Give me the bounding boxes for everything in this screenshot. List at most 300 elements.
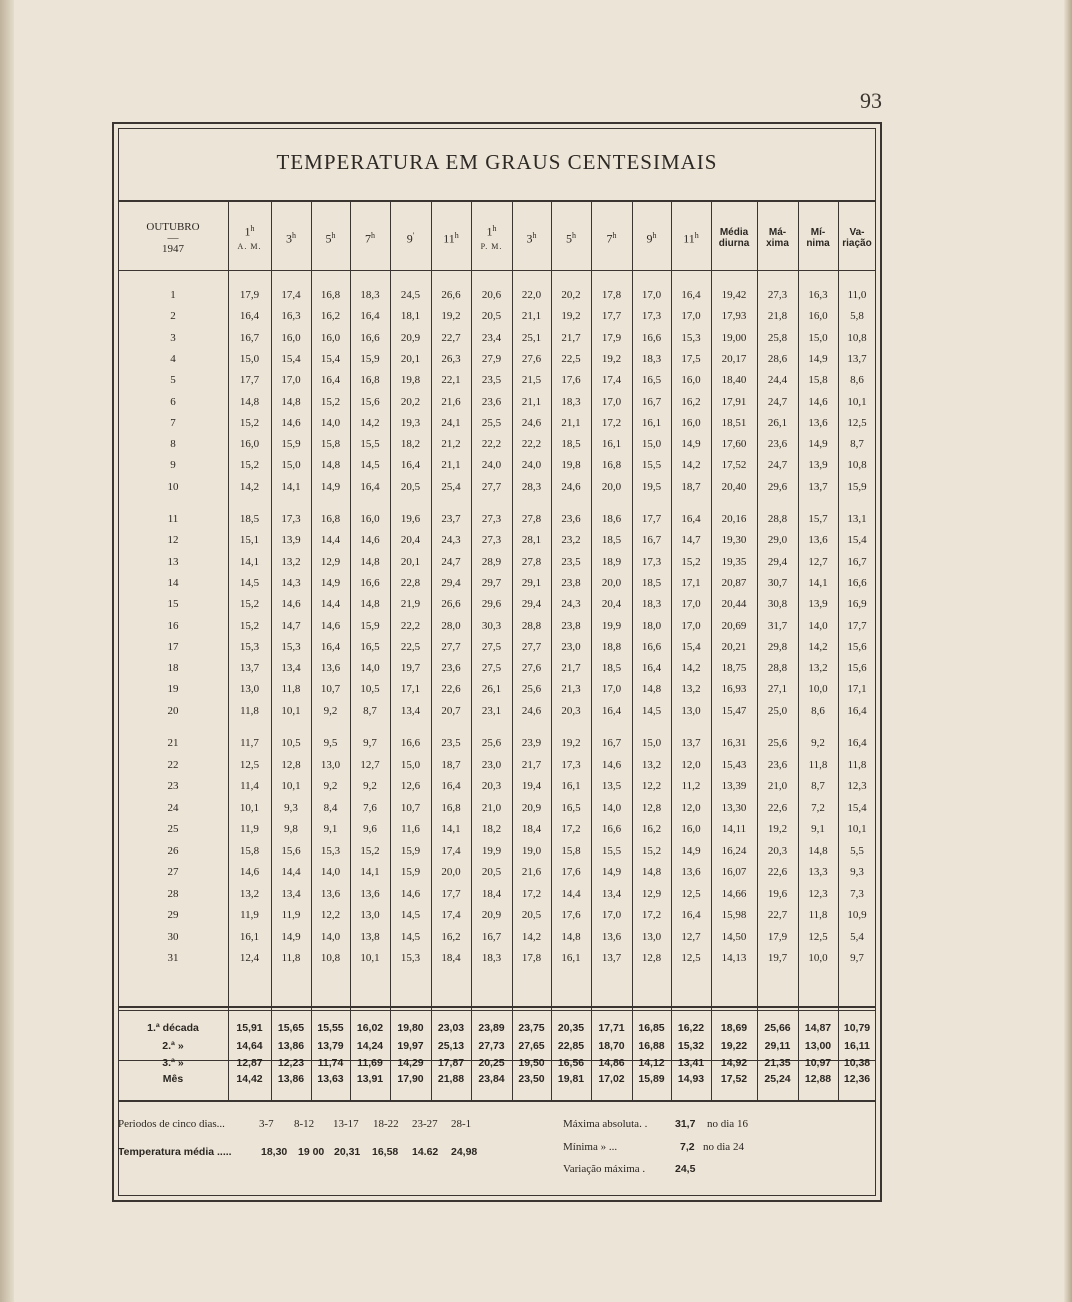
header-hour-value: 11 [443, 231, 455, 246]
table-cell: 12,0 [681, 801, 701, 814]
table-cell: 9,5 [323, 737, 338, 749]
table-cell: 14,2 [239, 480, 260, 493]
table-cell: 17,2 [641, 909, 662, 921]
table-cell: 15,47 [721, 704, 747, 717]
table-cell: 18,3 [641, 598, 662, 611]
table-row [118, 701, 876, 721]
summary-divider [118, 1006, 876, 1008]
table-cell: 17,7 [847, 619, 867, 632]
table-cell: 18,7 [681, 480, 701, 493]
header-hour-value: 3 [286, 231, 292, 246]
table-cell: 18,4 [521, 823, 542, 835]
table-cell: 20,2 [561, 289, 581, 301]
header-hour [271, 210, 311, 266]
table-cell: 23,5 [441, 737, 461, 749]
table-cell: 10,38 [843, 1057, 871, 1069]
table-cell: 15,2 [641, 844, 662, 857]
table-cell: 10,7 [400, 801, 421, 814]
table-cell: 14,8 [239, 395, 260, 408]
table-cell: 27,65 [518, 1039, 545, 1052]
table-row [118, 509, 876, 529]
table-cell: 15,6 [847, 640, 867, 653]
table-cell: 16,8 [320, 513, 341, 525]
page-right-edge [1064, 0, 1072, 1302]
table-row [118, 349, 876, 369]
row-label: 30 [167, 930, 179, 943]
table-cell: 13,9 [281, 534, 301, 547]
table-cell: 15,55 [317, 1022, 344, 1034]
table-cell: 15,4 [281, 352, 301, 365]
table-cell: 25,8 [767, 331, 788, 344]
table-cell: 22,6 [441, 683, 461, 696]
table-cell: 17,3 [641, 310, 662, 323]
header-minima-1: Mí- [810, 227, 826, 238]
table-cell: 13,6 [320, 662, 341, 675]
table-cell: 13,6 [360, 887, 380, 900]
periods-label: Periodos de cinco dias... [118, 1118, 225, 1130]
table-cell: 29,0 [767, 534, 788, 547]
table-cell: 15,3 [400, 952, 421, 964]
table-cell: 16,24 [721, 844, 747, 857]
table-cell: 19,0 [521, 844, 542, 857]
row-label: 2.ª » [162, 1039, 184, 1052]
table-cell: 16,7 [847, 555, 867, 568]
table-cell: 21,8 [767, 310, 788, 323]
month-row [118, 1069, 876, 1089]
table-cell: 17,4 [601, 374, 622, 387]
table-cell: 19,42 [721, 289, 747, 301]
table-cell: 14,5 [360, 459, 380, 472]
table-cell: 17,71 [598, 1022, 625, 1034]
table-cell: 20,16 [721, 513, 747, 525]
table-cell: 21,7 [521, 758, 542, 771]
table-cell: 12,7 [808, 555, 828, 568]
table-cell: 15,5 [601, 844, 622, 857]
table-cell: 23,50 [518, 1073, 545, 1085]
header-hour [551, 210, 591, 266]
table-cell: 19,00 [721, 331, 747, 344]
table-cell: 15,6 [847, 662, 867, 675]
table-cell: 21,9 [400, 598, 421, 611]
table-cell: 15,4 [847, 801, 867, 814]
header-hour-value: 9 [406, 231, 413, 246]
table-cell: 15,0 [641, 737, 662, 749]
table-cell: 28,8 [521, 619, 542, 632]
row-label: 10 [167, 480, 179, 493]
table-cell: 14,0 [320, 416, 341, 429]
table-cell: 16,7 [641, 534, 662, 547]
table-cell: 23,9 [521, 737, 542, 749]
table-cell: 28,8 [767, 513, 788, 525]
table-cell: 20,3 [561, 704, 581, 717]
table-cell: 15,2 [681, 555, 701, 568]
table-cell: 5,4 [850, 930, 864, 943]
table-cell: 24,7 [767, 459, 788, 472]
table-cell: 13,0 [320, 758, 341, 771]
title-divider [118, 200, 876, 202]
table-cell: 13,00 [804, 1039, 832, 1052]
table-cell: 14,42 [236, 1073, 263, 1085]
table-cell: 15,3 [681, 331, 701, 344]
table-cell: 16,6 [847, 576, 867, 589]
table-cell: 15,43 [721, 758, 747, 771]
table-cell: 12,5 [808, 930, 828, 943]
table-cell: 24,7 [441, 555, 461, 568]
table-cell: 13,3 [808, 866, 828, 878]
table-cell: 13,5 [601, 780, 622, 792]
table-cell: 11,2 [681, 780, 701, 792]
row-label: 24 [167, 801, 179, 814]
table-cell: 25,1 [521, 331, 542, 344]
table-cell: 19,9 [601, 619, 622, 632]
header-hour-value: 11 [683, 231, 695, 246]
table-cell: 16,85 [638, 1022, 665, 1034]
table-cell: 27,8 [521, 555, 542, 568]
table-cell: 16,2 [681, 395, 701, 408]
table-cell: 13,2 [641, 758, 662, 771]
table-cell: 26,3 [441, 352, 461, 365]
temp-media-label: Temperatura média ..... [118, 1146, 232, 1158]
header-hour-suffix: h [532, 231, 537, 241]
table-cell: 16,1 [239, 930, 260, 943]
header-hour [390, 210, 431, 266]
table-cell: 13,91 [356, 1073, 384, 1085]
header-hour [228, 210, 271, 266]
table-cell: 18,5 [561, 438, 581, 451]
table-cell: 11,8 [281, 683, 301, 696]
header-hour [311, 210, 350, 266]
table-cell: 20,0 [441, 866, 461, 878]
table-cell: 21,1 [521, 395, 542, 408]
period-value: 18-22 [373, 1118, 399, 1130]
header-hour-value: 7 [606, 231, 613, 246]
table-cell: 19,30 [721, 534, 747, 547]
row-label: 3 [170, 331, 176, 344]
table-cell: 10,0 [808, 952, 828, 964]
table-cell: 19,4 [521, 780, 542, 792]
temp-media-value: 24,98 [451, 1146, 478, 1158]
table-row [118, 434, 876, 454]
header-hour-suffix: h [371, 231, 375, 241]
table-cell: 12,5 [239, 758, 260, 771]
table-cell: 19,2 [561, 310, 581, 323]
table-row [118, 776, 876, 796]
table-cell: 22,0 [521, 289, 542, 301]
table-cell: 20,4 [601, 598, 622, 611]
table-cell: 20,7 [441, 704, 461, 717]
table-cell: 25,0 [767, 704, 788, 717]
var-max-label: Variação máxima . [563, 1163, 646, 1175]
table-cell: 13,4 [400, 704, 421, 717]
table-cell: 16,4 [681, 513, 701, 525]
table-cell: 12,2 [641, 780, 662, 792]
table-cell: 18,9 [601, 555, 622, 568]
header-hour-suffix: h [694, 231, 699, 241]
table-cell: 16,0 [681, 823, 701, 835]
table-cell: 24,0 [481, 459, 502, 472]
table-cell: 10,1 [847, 395, 867, 408]
table-cell: 17,1 [847, 683, 867, 696]
var-max-value: 24,5 [675, 1163, 696, 1175]
table-cell: 14,1 [360, 866, 380, 878]
table-cell: 12,7 [360, 758, 380, 771]
table-cell: 15,9 [360, 619, 380, 632]
header-hour-suffix: h [652, 231, 657, 241]
header-hour [671, 210, 711, 266]
table-cell: 24,6 [521, 704, 542, 717]
table-cell: 14,11 [721, 823, 747, 835]
table-cell: 25,4 [441, 480, 461, 493]
table-cell: 23,7 [441, 513, 461, 525]
header-hour-period: P. M. [480, 241, 503, 251]
table-cell: 21,6 [521, 866, 542, 878]
table-cell: 30,7 [767, 576, 788, 589]
table-cell: 21,3 [561, 683, 581, 696]
header-hour [632, 210, 671, 266]
table-cell: 17,1 [400, 683, 421, 696]
table-cell: 16,8 [360, 374, 380, 387]
table-cell: 17,3 [641, 555, 662, 568]
period-value: 23-27 [412, 1118, 438, 1130]
table-cell: 29,4 [767, 555, 788, 568]
table-cell: 18,8 [601, 640, 622, 653]
table-cell: 20,40 [721, 480, 747, 493]
table-cell: 14,1 [441, 823, 461, 835]
table-cell: 23,8 [561, 576, 581, 589]
table-cell: 11,9 [240, 823, 259, 835]
table-cell: 17,7 [641, 513, 662, 525]
table-cell: 12,3 [808, 887, 828, 900]
table-cell: 16,5 [561, 801, 581, 814]
table-cell: 14,24 [356, 1039, 384, 1052]
table-row [118, 413, 876, 433]
table-cell: 11,6 [401, 823, 420, 835]
table-cell: 14,1 [808, 576, 828, 589]
table-cell: 13,86 [277, 1039, 305, 1052]
table-cell: 16,4 [320, 640, 341, 653]
table-cell: 10,0 [808, 683, 828, 696]
temp-media-value: 16,58 [372, 1146, 399, 1158]
table-cell: 14,7 [681, 534, 701, 547]
row-label: 17 [167, 640, 179, 653]
max-abs-label: Máxima absoluta. . [563, 1118, 648, 1130]
table-cell: 17,3 [561, 758, 581, 771]
table-cell: 15,89 [638, 1073, 665, 1085]
table-cell: 9,3 [850, 866, 864, 878]
table-cell: 18,3 [360, 289, 380, 301]
table-cell: 22,6 [767, 801, 788, 814]
table-cell: 16,7 [601, 737, 622, 749]
table-cell: 16,0 [681, 374, 701, 387]
page-title: TEMPERATURA EM GRAUS CENTESIMAIS [276, 150, 718, 174]
table-cell: 24,3 [561, 598, 581, 611]
table-cell: 17,2 [601, 416, 622, 429]
table-cell: 20,69 [721, 619, 747, 632]
table-cell: 29,6 [767, 480, 788, 493]
table-row [118, 884, 876, 904]
row-label: Mês [162, 1073, 184, 1085]
table-cell: 16,4 [239, 310, 260, 323]
table-cell: 9,1 [811, 823, 825, 835]
table-cell: 26,6 [441, 289, 461, 301]
row-label: 3.ª » [162, 1057, 184, 1069]
table-cell: 23,1 [481, 704, 502, 717]
table-cell: 19,3 [400, 416, 421, 429]
table-cell: 14,8 [641, 866, 662, 878]
table-row [118, 455, 876, 475]
table-row [118, 392, 876, 412]
table-cell: 13,41 [677, 1057, 705, 1069]
table-cell: 10,9 [847, 909, 867, 921]
table-cell: 16,4 [320, 374, 341, 387]
table-cell: 14,6 [281, 416, 301, 429]
header-hour-value: 5 [566, 231, 572, 246]
table-cell: 15,0 [281, 459, 301, 472]
table-cell: 23,5 [481, 374, 502, 387]
table-cell: 17,0 [681, 310, 701, 323]
table-cell: 14,50 [721, 930, 747, 943]
table-cell: 11,8 [281, 952, 301, 964]
header-hour [431, 210, 471, 266]
table-row [118, 594, 876, 614]
table-cell: 21,88 [437, 1073, 465, 1085]
table-cell: 14,6 [808, 395, 828, 408]
table-cell: 14,6 [400, 887, 421, 900]
table-cell: 17,0 [281, 374, 301, 387]
table-cell: 13,0 [641, 930, 662, 943]
table-cell: 26,6 [441, 598, 461, 611]
table-cell: 15,0 [400, 758, 421, 771]
table-cell: 14,2 [681, 459, 701, 472]
table-cell: 28,8 [767, 662, 788, 675]
table-cell: 18,3 [481, 952, 502, 964]
table-cell: 13,2 [281, 555, 301, 568]
table-cell: 23,6 [767, 438, 788, 451]
table-cell: 23,0 [561, 640, 581, 653]
row-label: 5 [170, 374, 176, 387]
table-cell: 15,0 [239, 352, 260, 365]
table-cell: 14,9 [320, 576, 341, 589]
table-cell: 15,8 [320, 438, 341, 451]
table-cell: 16,07 [721, 866, 747, 878]
table-cell: 17,6 [561, 866, 581, 878]
table-cell: 19,7 [767, 952, 788, 964]
table-cell: 14,1 [239, 555, 260, 568]
table-cell: 16,0 [808, 310, 828, 323]
header-hour-value: 9 [646, 231, 653, 246]
table-cell: 10,5 [281, 737, 301, 749]
table-cell: 11,9 [240, 909, 259, 921]
table-cell: 16,5 [360, 640, 380, 653]
table-cell: 13,2 [681, 683, 701, 696]
table-cell: 12,88 [804, 1073, 832, 1085]
header-hour-value: 5 [325, 231, 332, 246]
table-cell: 22,2 [521, 438, 542, 451]
table-cell: 14,4 [320, 598, 341, 611]
table-cell: 15,4 [320, 352, 341, 365]
header-hour-value: 1 [244, 224, 251, 239]
table-cell: 15,9 [847, 480, 867, 493]
table-cell: 12,23 [277, 1057, 305, 1069]
table-cell: 21,0 [481, 801, 502, 814]
temp-media-value: 19 00 [298, 1146, 325, 1158]
table-cell: 16,4 [847, 704, 867, 717]
header-variacao [838, 210, 876, 266]
table-cell: 16,1 [601, 438, 622, 451]
table-cell: 13,6 [808, 416, 828, 429]
table-cell: 17,4 [441, 909, 461, 921]
row-label: 9 [170, 459, 176, 472]
table-cell: 12,8 [641, 952, 662, 964]
table-cell: 16,1 [561, 952, 581, 964]
table-cell: 19,9 [481, 844, 502, 857]
table-cell: 26,1 [481, 683, 502, 696]
table-cell: 22,2 [400, 619, 421, 632]
table-cell: 8,7 [811, 780, 825, 792]
table-cell: 16,5 [641, 374, 662, 387]
table-cell: 25,13 [437, 1039, 465, 1052]
table-cell: 15,2 [239, 598, 260, 611]
table-cell: 17,3 [281, 513, 301, 525]
table-cell: 23,8 [561, 619, 581, 632]
table-cell: 20,44 [721, 598, 747, 611]
table-cell: 14,8 [320, 459, 341, 472]
table-cell: 16,3 [281, 310, 301, 323]
table-cell: 14,5 [239, 576, 260, 589]
table-cell: 21,1 [521, 310, 542, 323]
table-cell: 9,3 [284, 801, 298, 814]
table-cell: 18,4 [441, 952, 461, 964]
table-cell: 11,7 [240, 737, 259, 749]
table-cell: 10,5 [360, 683, 380, 696]
header-year: 1947 [162, 243, 184, 255]
table-row [118, 306, 876, 326]
header-hour-suffix: h [572, 231, 576, 241]
table-cell: 27,7 [521, 640, 542, 653]
table-cell: 7,2 [811, 801, 825, 814]
table-cell: 19,2 [441, 310, 461, 323]
table-cell: 8,6 [850, 374, 864, 387]
header-maxima-1: Má- [768, 227, 787, 238]
header-hour [350, 210, 390, 266]
table-cell: 18,2 [481, 823, 502, 835]
table-cell: 20,6 [481, 289, 502, 301]
table-cell: 14,8 [360, 598, 380, 611]
min-value: 7,2 [680, 1141, 695, 1153]
table-cell: 17,02 [598, 1073, 625, 1085]
table-cell: 16,7 [481, 930, 502, 943]
table-cell: 16,93 [721, 683, 747, 696]
table-cell: 16,6 [601, 823, 622, 835]
header-hour-suffix: h [250, 224, 255, 234]
table-cell: 14,5 [400, 930, 421, 943]
header-maxima [757, 210, 798, 266]
table-cell: 20,0 [601, 576, 622, 589]
table-cell: 24,6 [521, 416, 542, 429]
table-cell: 14,6 [360, 534, 380, 547]
table-cell: 15,3 [239, 640, 260, 653]
table-cell: 15,3 [320, 844, 341, 857]
table-cell: 13,9 [808, 598, 828, 611]
table-cell: 19,8 [400, 374, 421, 387]
table-cell: 21,6 [441, 395, 461, 408]
table-cell: 17,91 [721, 395, 747, 408]
table-cell: 15,5 [360, 438, 380, 451]
table-cell: 14,29 [397, 1057, 424, 1069]
header-hour-value: 1 [486, 224, 493, 239]
table-cell: 16,1 [561, 780, 581, 792]
table-cell: 26,1 [767, 416, 788, 429]
